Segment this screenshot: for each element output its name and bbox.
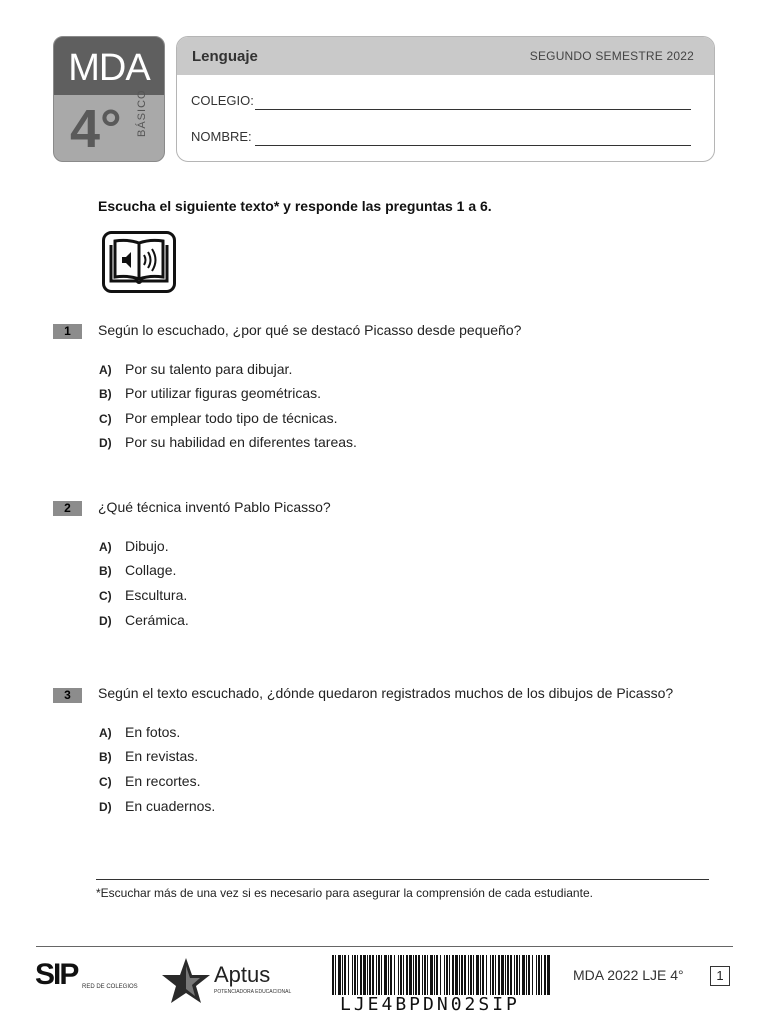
barcode-bar xyxy=(424,955,426,995)
barcode-bar xyxy=(459,955,460,995)
option-letter: B) xyxy=(99,564,112,578)
barcode-bar xyxy=(495,955,496,995)
barcode-bar xyxy=(381,955,382,995)
answer-option[interactable] xyxy=(99,410,337,426)
question-number: 3 xyxy=(53,688,82,703)
barcode-bar xyxy=(541,955,542,995)
barcode-bar xyxy=(418,955,420,995)
option-text: Por su talento para dibujar. xyxy=(125,361,293,377)
name-field-line[interactable] xyxy=(255,145,691,146)
barcode-bar xyxy=(510,955,512,995)
barcode-bar xyxy=(507,955,509,995)
barcode-bar xyxy=(344,955,346,995)
option-letter: D) xyxy=(99,614,112,628)
barcode-bar xyxy=(528,955,530,995)
school-label: COLEGIO: xyxy=(191,93,254,108)
barcode-bar xyxy=(486,955,487,995)
barcode-bar xyxy=(538,955,540,995)
barcode-bar xyxy=(369,955,371,995)
answer-option[interactable] xyxy=(99,562,176,578)
barcode-bar xyxy=(363,955,366,995)
barcode-bar xyxy=(357,955,358,995)
barcode-bar xyxy=(378,955,380,995)
answer-option[interactable] xyxy=(99,724,180,740)
audio-book-icon xyxy=(102,231,176,293)
barcode-bar xyxy=(332,955,334,995)
barcode-bar xyxy=(352,955,353,995)
answer-option[interactable] xyxy=(99,773,200,789)
header-bar xyxy=(177,37,714,75)
barcode-bar xyxy=(434,955,435,995)
answer-option[interactable] xyxy=(99,361,292,377)
barcode-bar xyxy=(492,955,494,995)
barcode-bar xyxy=(446,955,448,995)
barcode-bar xyxy=(390,955,392,995)
barcode-bar xyxy=(544,955,546,995)
option-text: En fotos. xyxy=(125,724,181,740)
question-number: 1 xyxy=(53,324,82,339)
barcode-bar xyxy=(384,955,387,995)
barcode-bar xyxy=(422,955,423,995)
barcode-bar xyxy=(514,955,515,995)
barcode-bar xyxy=(430,955,433,995)
option-text: Por su habilidad en diferentes tareas. xyxy=(125,434,357,450)
question-text: Según el texto escuchado, ¿dónde quedaron registrados muchos de los dibujos de Picasso? xyxy=(98,685,674,701)
name-label: NOMBRE: xyxy=(191,129,252,144)
option-text: En cuadernos. xyxy=(125,798,216,814)
barcode-bar xyxy=(415,955,417,995)
question-number: 2 xyxy=(53,501,82,516)
question-text: ¿Qué técnica inventó Pablo Picasso? xyxy=(98,499,331,515)
barcode-bar xyxy=(498,955,500,995)
option-text: En revistas. xyxy=(125,748,199,764)
school-field-line[interactable] xyxy=(255,109,691,110)
barcode-bar xyxy=(413,955,414,995)
barcode-bar xyxy=(436,955,438,995)
barcode-bar xyxy=(526,955,527,995)
option-letter: D) xyxy=(99,800,112,814)
option-letter: B) xyxy=(99,750,112,764)
option-text: En recortes. xyxy=(125,773,201,789)
barcode-bar xyxy=(427,955,428,995)
barcode-bar xyxy=(338,955,341,995)
answer-option[interactable] xyxy=(99,385,321,401)
barcode-text: LJE4BPDN02SIP xyxy=(340,994,520,1015)
barcode-bar xyxy=(342,955,343,995)
barcode xyxy=(332,955,550,995)
option-text: Cerámica. xyxy=(125,612,189,628)
barcode-bar xyxy=(480,955,481,995)
barcode-bar xyxy=(376,955,377,995)
option-letter: C) xyxy=(99,589,112,603)
barcode-bar xyxy=(449,955,450,995)
barcode-bar xyxy=(400,955,402,995)
barcode-bar xyxy=(388,955,389,995)
document-code: MDA 2022 LJE 4° xyxy=(573,967,684,983)
header-form xyxy=(176,36,715,162)
barcode-bar xyxy=(464,955,466,995)
barcode-bar xyxy=(335,955,336,995)
barcode-bar xyxy=(372,955,374,995)
barcode-bar xyxy=(470,955,472,995)
answer-option[interactable] xyxy=(99,538,169,554)
option-letter: A) xyxy=(99,540,112,554)
option-letter: A) xyxy=(99,726,112,740)
barcode-bar xyxy=(452,955,454,995)
option-text: Por utilizar figuras geométricas. xyxy=(125,385,322,401)
barcode-bar xyxy=(490,955,491,995)
badge-level: BÁSICO xyxy=(136,89,148,137)
sip-logo: SIP xyxy=(35,958,78,991)
answer-option[interactable] xyxy=(99,434,357,450)
barcode-bar xyxy=(536,955,537,995)
option-letter: A) xyxy=(99,363,112,377)
barcode-bar xyxy=(522,955,525,995)
barcode-bar xyxy=(406,955,408,995)
grade-badge xyxy=(53,36,165,162)
option-text: Collage. xyxy=(125,562,177,578)
barcode-bar xyxy=(367,955,368,995)
answer-option[interactable] xyxy=(99,798,215,814)
option-letter: C) xyxy=(99,775,112,789)
aptus-star-icon xyxy=(160,956,212,1006)
barcode-bar xyxy=(468,955,469,995)
barcode-bar xyxy=(532,955,533,995)
barcode-bar xyxy=(398,955,399,995)
barcode-bar xyxy=(348,955,349,995)
option-letter: B) xyxy=(99,387,112,401)
option-text: Dibujo. xyxy=(125,538,169,554)
footnote-divider xyxy=(96,879,709,880)
badge-title: MDA xyxy=(54,37,164,95)
aptus-logo-subtitle: POTENCIADORA EDUCACIONAL xyxy=(214,989,292,995)
option-text: Por emplear todo tipo de técnicas. xyxy=(125,410,338,426)
answer-option[interactable] xyxy=(99,748,198,764)
barcode-bar xyxy=(354,955,356,995)
barcode-bar xyxy=(394,955,395,995)
barcode-bar xyxy=(360,955,362,995)
barcode-bar xyxy=(519,955,520,995)
barcode-bar xyxy=(403,955,404,995)
question-text: Según lo escuchado, ¿por qué se destacó Picasso desde pequeño? xyxy=(98,322,522,338)
barcode-bar xyxy=(473,955,474,995)
instruction-text: Escucha el siguiente texto* y responde las preguntas 1 a 6. xyxy=(98,198,492,214)
semester-label: SEGUNDO SEMESTRE 2022 xyxy=(529,49,694,63)
barcode-bar xyxy=(547,955,550,995)
sip-logo-subtitle: RED DE COLEGIOS xyxy=(82,984,138,990)
barcode-bar xyxy=(501,955,504,995)
answer-option[interactable] xyxy=(99,612,189,628)
aptus-logo: Aptus xyxy=(214,962,271,987)
footer-divider xyxy=(36,946,733,947)
subject-label: Lenguaje xyxy=(192,48,258,65)
barcode-bar xyxy=(455,955,458,995)
barcode-bar xyxy=(476,955,479,995)
option-text: Escultura. xyxy=(125,587,188,603)
barcode-bar xyxy=(516,955,518,995)
barcode-bar xyxy=(440,955,441,995)
footnote-text: *Escuchar más de una vez si es necesario para asegurar la comprensión de cada estudiante. xyxy=(96,886,593,900)
barcode-bar xyxy=(444,955,445,995)
option-letter: D) xyxy=(99,436,112,450)
page-number: 1 xyxy=(710,966,730,986)
barcode-bar xyxy=(482,955,484,995)
answer-option[interactable] xyxy=(99,587,187,603)
barcode-bar xyxy=(461,955,463,995)
barcode-bar xyxy=(409,955,412,995)
option-letter: C) xyxy=(99,412,112,426)
badge-grade: 4° xyxy=(70,99,122,159)
barcode-bar xyxy=(505,955,506,995)
